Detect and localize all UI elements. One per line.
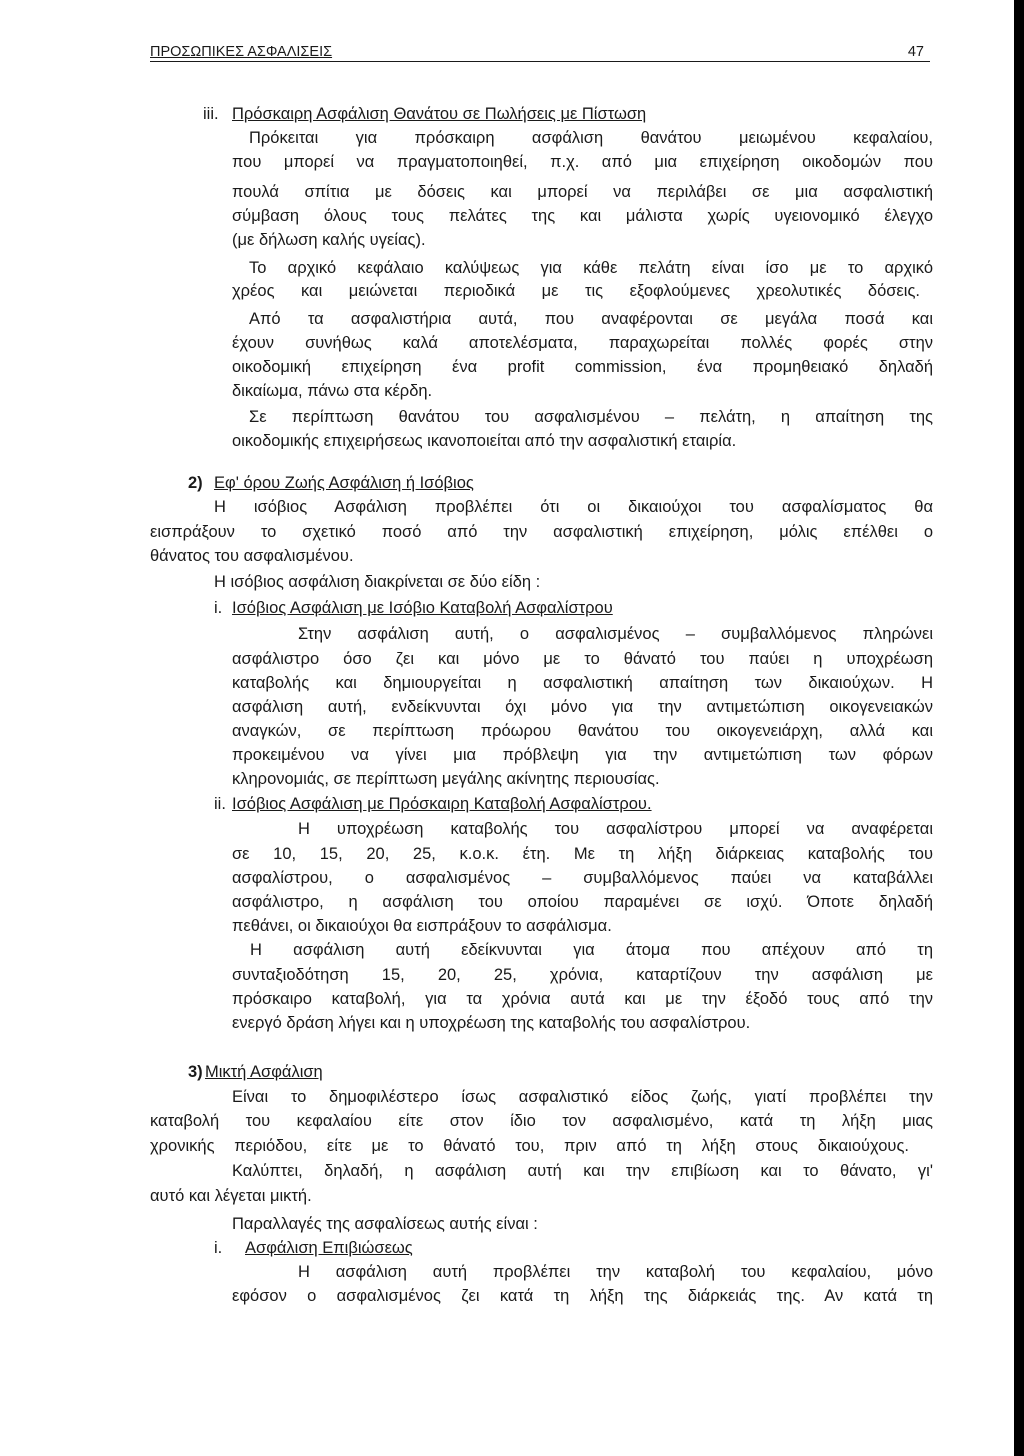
section-3-line: Παραλλαγές της ασφαλίσεως αυτής είναι : <box>232 1215 538 1233</box>
section-3-line: χρονικής περιόδου, είτε με το θάνατό του, πριν από τη λήξη στους δικαιούχους. <box>150 1137 909 1155</box>
section-3-line: Καλύπτει, δηλαδή, η ασφάλιση αυτή και την επιβίωση και το θάνατο, γι' <box>232 1162 933 1180</box>
item-3i-line: εφόσον ο ασφαλισμένος ζει κατά τη λήξη της διάρκειάς της. Αν κατά τη <box>232 1287 933 1305</box>
item-i-line: ασφάλιστρο όσο ζει και μόνο με το θάνατό του παύει η υποχρέωση <box>232 650 933 668</box>
item-ii-line: Η υποχρέωση καταβολής του ασφαλίστρου μπορεί να αναφέρεται <box>298 820 933 838</box>
section-iii-line: Σε περίπτωση θανάτου του ασφαλισμένου – πελάτη, η απαίτηση της <box>249 408 933 426</box>
item-ii-line: ενεργό δράση λήγει και η υποχρέωση της καταβολής του ασφαλίστρου. <box>232 1014 751 1032</box>
item-i-line: καταβολής και δημιουργείται η ασφαλιστική απαίτηση των δικαιούχων. Η <box>232 674 933 692</box>
item-i-line: κληρονομιάς, σε περίπτωση μεγάλης ακίνητης περιουσίας. <box>232 770 660 788</box>
section-iii-line: πουλά σπίτια με δόσεις και μπορεί να περιλάβει σε μια ασφαλιστική <box>232 183 933 201</box>
item-ii-line: συνταξιοδότηση 15, 20, 25, χρόνια, καταρτίζουν την ασφάλιση με <box>232 966 933 984</box>
section-iii-line: (με δήλωση καλής υγείας). <box>232 231 426 249</box>
item-ii-line: Η ασφάλιση αυτή εδείκνυνται για άτομα που απέχουν από τη <box>250 941 933 959</box>
item-i-line: Στην ασφάλιση αυτή, ο ασφαλισμένος – συμβαλλόμενος πληρώνει <box>298 625 933 643</box>
section-iii-line: Το αρχικό κεφάλαιο καλύψεως για κάθε πελάτη είναι ίσο με το αρχικό <box>249 259 933 277</box>
item-3i-marker: i. <box>214 1239 223 1257</box>
section-iii-line: έχουν συνήθως καλά αποτελέσματα, παραχωρείται πολλές φορές στην <box>232 334 933 352</box>
running-title: ΠΡΟΣΩΠΙΚΕΣ ΑΣΦΑΛΙΣΕΙΣ <box>150 44 333 60</box>
item-i-marker: i. <box>214 599 223 617</box>
item-ii-line: σε 10, 15, 20, 25, κ.ο.κ. έτη. Με τη λήξη διάρκειας καταβολής του <box>232 845 933 863</box>
item-i-title: Ισόβιος Ασφάλιση με Ισόβιο Καταβολή Ασφαλίστρου <box>232 599 613 617</box>
section-iii-line: χρέος και μειώνεται περιοδικά με τις εξοφλούμενες χρεολυτικές δόσεις. <box>232 282 920 300</box>
section-iii-line: που μπορεί να πραγματοποιηθεί, π.χ. από μια επιχείρηση οικοδομών που <box>232 153 933 171</box>
section-iii-line: Πρόκειται για πρόσκαιρη ασφάλιση θανάτου μειωμένου κεφαλαίου, <box>249 129 933 147</box>
section-2-title: Εφ' όρου Ζωής Ασφάλιση ή Ισόβιος <box>214 474 474 492</box>
item-ii-line: πρόσκαιρο καταβολή, για τα χρόνια αυτά και με την έξοδό τους από την <box>232 990 933 1008</box>
item-i-line: ασφάλιση αυτή, ενδείκνυνται όχι μόνο για την αντιμετώπιση οικογενειακών <box>232 698 933 716</box>
section-2-line: Η ισόβιος ασφάλιση διακρίνεται σε δύο είδη : <box>214 573 541 591</box>
item-i-line: προκειμένου να γίνει μια πρόβλεψη για την αντιμετώπιση των φόρων <box>232 746 933 764</box>
section-iii-line: οικοδομικής επιχειρήσεως ικανοποιείται από την ασφαλιστική εταιρία. <box>232 432 737 450</box>
item-ii-line: ασφαλίστρου, ο ασφαλισμένος – συμβαλλόμενος παύει να καταβάλλει <box>232 869 933 887</box>
section-iii-marker: iii. <box>203 105 219 123</box>
section-3-line: καταβολή του κεφαλαίου είτε στον ίδιο τον ασφαλισμένο, κατά τη λήξη μιας <box>150 1112 933 1130</box>
section-2-line: Η ισόβιος Ασφάλιση προβλέπει ότι οι δικαιούχοι του ασφαλίσματος θα <box>214 498 933 516</box>
section-3-title: Μικτή Ασφάλιση <box>205 1063 323 1081</box>
running-header <box>150 43 930 62</box>
section-2-number: 2) <box>188 474 203 492</box>
item-ii-line: ασφάλιστρο, η ασφάλιση του οποίου παραμένει σε ισχύ. Όποτε δηλαδή <box>232 893 933 911</box>
section-iii-line: οικοδομική επιχείρηση ένα profit commission, ένα προμηθειακό δηλαδή <box>232 358 933 376</box>
section-3-line: αυτό και λέγεται μικτή. <box>150 1187 312 1205</box>
section-iii-line: δικαίωμα, πάνω στα κέρδη. <box>232 382 433 400</box>
item-3i-title: Ασφάλιση Επιβιώσεως <box>245 1239 413 1257</box>
section-iii-title: Πρόσκαιρη Ασφάλιση Θανάτου σε Πωλήσεις με Πίστωση <box>232 105 647 123</box>
item-3i-line: Η ασφάλιση αυτή προβλέπει την καταβολή του κεφαλαίου, μόνο <box>298 1263 933 1281</box>
item-ii-marker: ii. <box>214 795 226 813</box>
section-iii-line: σύμβαση όλους τους πελάτες της και μάλιστα χωρίς υγειονομικό έλεγχο <box>232 207 933 225</box>
item-i-line: αναγκών, σε περίπτωση πρόωρου θανάτου του οικογενειάρχη, αλλά και <box>232 722 933 740</box>
item-ii-line: πεθάνει, οι δικαιούχοι θα εισπράξουν το ασφάλισμα. <box>232 917 612 935</box>
section-iii-line: Από τα ασφαλιστήρια αυτά, που αναφέρονται σε μεγάλα ποσά και <box>249 310 933 328</box>
item-ii-title: Ισόβιος Ασφάλιση με Πρόσκαιρη Καταβολή Ασφαλίστρου. <box>232 795 652 813</box>
page-number: 47 <box>907 44 924 60</box>
section-2-line: θάνατος του ασφαλισμένου. <box>150 547 354 565</box>
section-2-line: εισπράξουν το σχετικό ποσό από την ασφαλιστική επιχείρηση, μόλις επέλθει ο <box>150 523 933 541</box>
section-3-line: Είναι το δημοφιλέστερο ίσως ασφαλιστικό είδος ζωής, γιατί προβλέπει την <box>232 1088 933 1106</box>
section-3-number: 3) <box>188 1063 203 1081</box>
